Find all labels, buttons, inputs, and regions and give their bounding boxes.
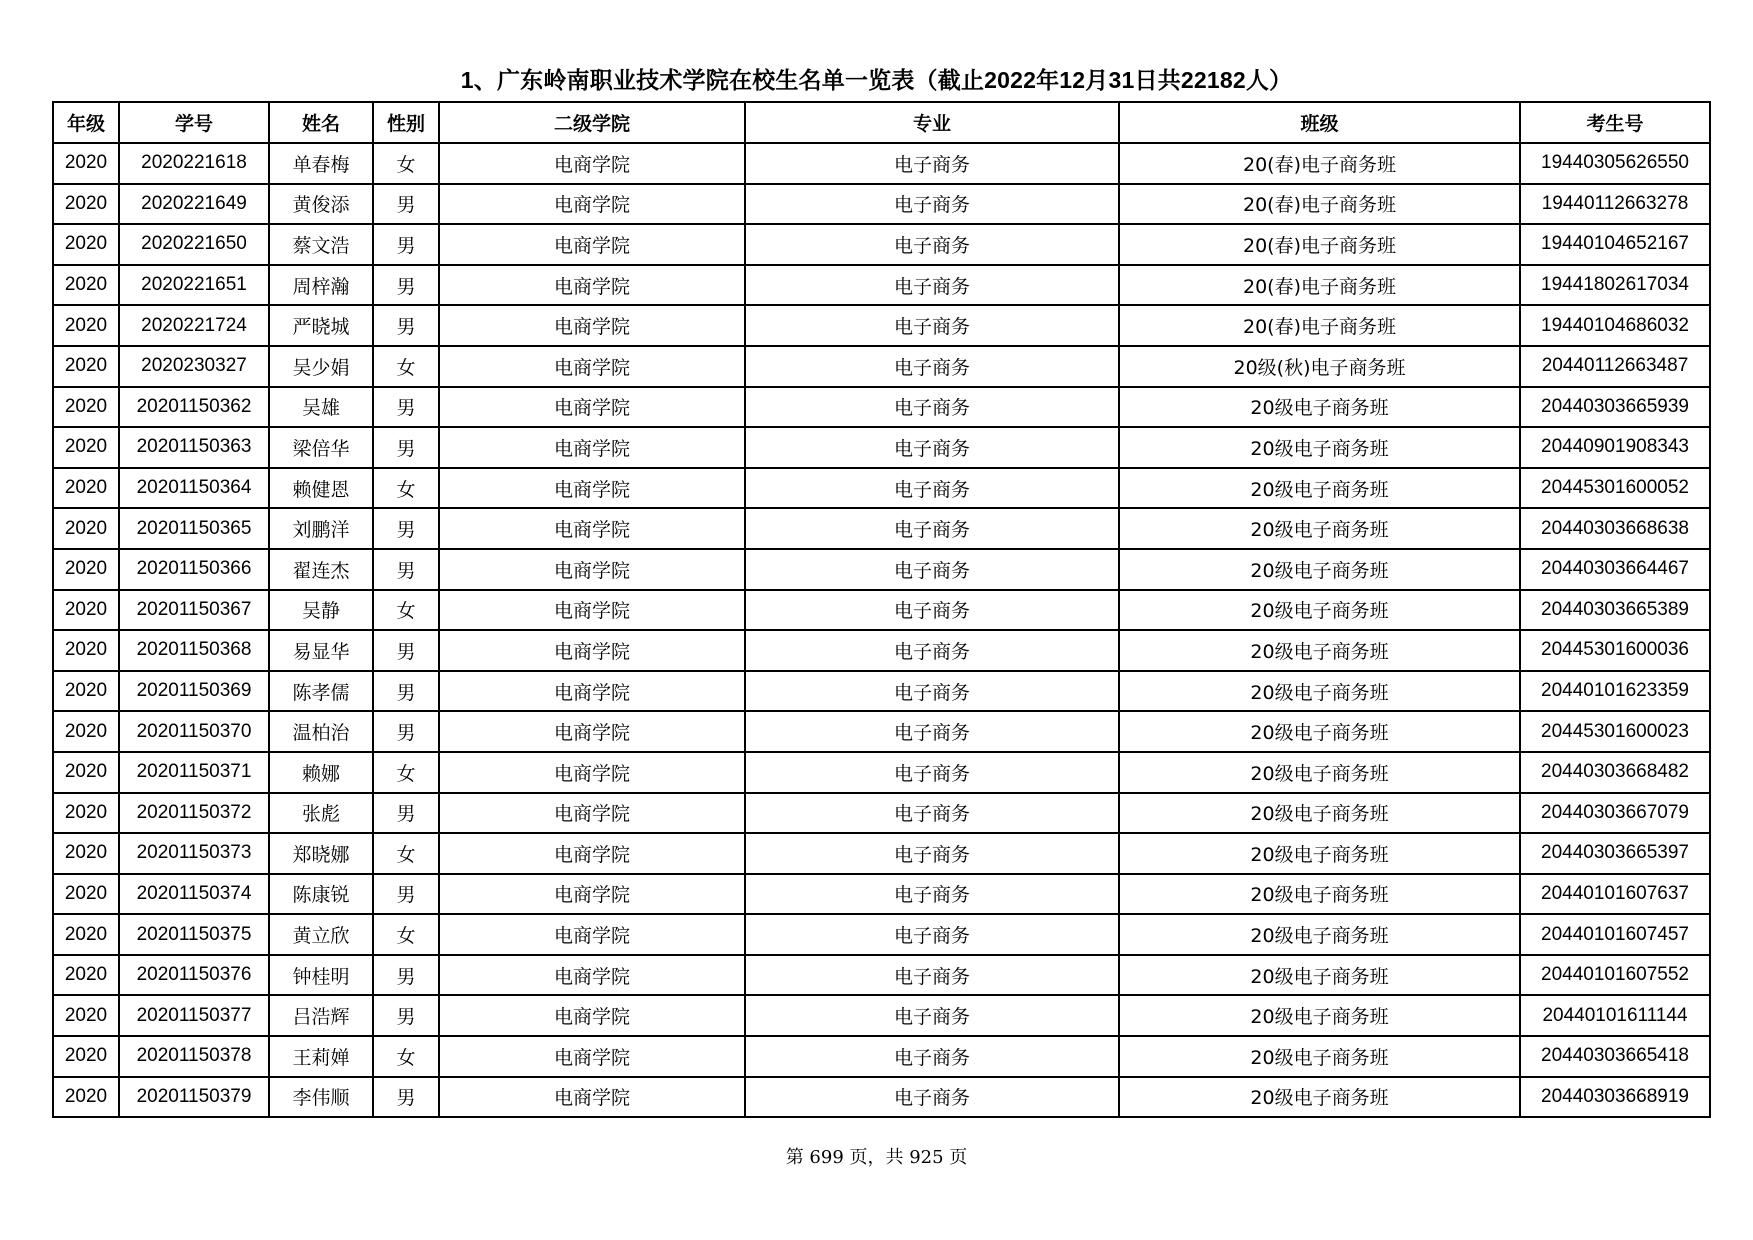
table-row [53,427,1710,468]
cell-major: 电子商务 [745,427,1119,468]
cell-major: 电子商务 [745,630,1119,671]
cell-class: 20级电子商务班 [1119,955,1520,996]
cell-exam-number: 19440112663278 [1520,184,1710,225]
table-row [53,671,1710,712]
cell-college: 电商学院 [439,346,745,387]
cell-name: 李伟顺 [269,1077,373,1118]
cell-major: 电子商务 [745,995,1119,1036]
cell-exam-number: 20440303665418 [1520,1036,1710,1077]
cell-gender: 女 [373,346,439,387]
cell-student-id: 20201150370 [119,711,269,752]
header-college: 二级学院 [439,102,745,143]
table-header-row [53,102,1710,143]
cell-grade: 2020 [53,508,119,549]
table-row [53,711,1710,752]
cell-grade: 2020 [53,224,119,265]
table-row [53,1036,1710,1077]
cell-exam-number: 20445301600036 [1520,630,1710,671]
cell-gender: 男 [373,874,439,915]
cell-student-id: 20201150366 [119,549,269,590]
cell-college: 电商学院 [439,427,745,468]
cell-name: 黄立欣 [269,914,373,955]
table-row [53,995,1710,1036]
cell-class: 20级电子商务班 [1119,549,1520,590]
cell-student-id: 20201150369 [119,671,269,712]
cell-gender: 男 [373,793,439,834]
cell-class: 20级电子商务班 [1119,630,1520,671]
cell-major: 电子商务 [745,305,1119,346]
table-row [53,590,1710,631]
cell-name: 易显华 [269,630,373,671]
cell-exam-number: 20440901908343 [1520,427,1710,468]
cell-college: 电商学院 [439,387,745,428]
cell-major: 电子商务 [745,468,1119,509]
cell-college: 电商学院 [439,711,745,752]
cell-college: 电商学院 [439,630,745,671]
cell-grade: 2020 [53,955,119,996]
cell-major: 电子商务 [745,265,1119,306]
cell-major: 电子商务 [745,874,1119,915]
cell-college: 电商学院 [439,833,745,874]
page-footer: 第 699 页，共 925 页 [785,1147,968,1168]
cell-student-id: 2020221651 [119,265,269,306]
cell-exam-number: 20440112663487 [1520,346,1710,387]
cell-exam-number: 20440101623359 [1520,671,1710,712]
cell-gender: 男 [373,711,439,752]
cell-grade: 2020 [53,995,119,1036]
cell-college: 电商学院 [439,265,745,306]
cell-student-id: 2020221724 [119,305,269,346]
cell-grade: 2020 [53,468,119,509]
cell-student-id: 20201150362 [119,387,269,428]
cell-college: 电商学院 [439,955,745,996]
cell-class: 20级电子商务班 [1119,752,1520,793]
header-exam-number: 考生号 [1520,102,1710,143]
cell-exam-number: 20440303664467 [1520,549,1710,590]
cell-name: 蔡文浩 [269,224,373,265]
cell-gender: 男 [373,1077,439,1118]
cell-college: 电商学院 [439,752,745,793]
cell-grade: 2020 [53,914,119,955]
cell-grade: 2020 [53,793,119,834]
table-row [53,265,1710,306]
cell-grade: 2020 [53,711,119,752]
cell-major: 电子商务 [745,387,1119,428]
cell-grade: 2020 [53,143,119,184]
table-row [53,468,1710,509]
table-row [53,833,1710,874]
cell-gender: 男 [373,995,439,1036]
cell-exam-number: 20440303667079 [1520,793,1710,834]
cell-exam-number: 19440305626550 [1520,143,1710,184]
table-row [53,752,1710,793]
cell-grade: 2020 [53,833,119,874]
cell-student-id: 20201150374 [119,874,269,915]
cell-exam-number: 20440101607552 [1520,955,1710,996]
cell-exam-number: 19441802617034 [1520,265,1710,306]
cell-grade: 2020 [53,630,119,671]
cell-major: 电子商务 [745,590,1119,631]
cell-exam-number: 20440101611144 [1520,995,1710,1036]
cell-college: 电商学院 [439,590,745,631]
cell-name: 郑晓娜 [269,833,373,874]
cell-grade: 2020 [53,387,119,428]
cell-grade: 2020 [53,184,119,225]
cell-grade: 2020 [53,305,119,346]
cell-name: 吴少娟 [269,346,373,387]
cell-student-id: 20201150377 [119,995,269,1036]
cell-name: 严晓城 [269,305,373,346]
cell-grade: 2020 [53,265,119,306]
cell-exam-number: 20440303668919 [1520,1077,1710,1118]
cell-gender: 女 [373,914,439,955]
table-row [53,630,1710,671]
cell-gender: 男 [373,265,439,306]
cell-class: 20(春)电子商务班 [1119,143,1520,184]
cell-name: 吕浩辉 [269,995,373,1036]
cell-college: 电商学院 [439,184,745,225]
cell-college: 电商学院 [439,549,745,590]
cell-major: 电子商务 [745,711,1119,752]
cell-name: 黄俊添 [269,184,373,225]
cell-class: 20级电子商务班 [1119,1077,1520,1118]
cell-gender: 女 [373,833,439,874]
table-row [53,184,1710,225]
cell-grade: 2020 [53,1036,119,1077]
cell-college: 电商学院 [439,995,745,1036]
cell-exam-number: 20440303665389 [1520,590,1710,631]
table-row [53,224,1710,265]
cell-exam-number: 20445301600023 [1520,711,1710,752]
cell-gender: 男 [373,427,439,468]
cell-exam-number: 20445301600052 [1520,468,1710,509]
header-class: 班级 [1119,102,1520,143]
cell-grade: 2020 [53,1077,119,1118]
table-row [53,914,1710,955]
header-student-id: 学号 [119,102,269,143]
cell-gender: 男 [373,387,439,428]
cell-name: 单春梅 [269,143,373,184]
cell-exam-number: 20440101607637 [1520,874,1710,915]
table-row [53,955,1710,996]
cell-class: 20(春)电子商务班 [1119,184,1520,225]
cell-student-id: 20201150364 [119,468,269,509]
cell-student-id: 20201150373 [119,833,269,874]
table-row [53,549,1710,590]
cell-major: 电子商务 [745,1036,1119,1077]
header-major: 专业 [745,102,1119,143]
cell-class: 20级电子商务班 [1119,874,1520,915]
cell-grade: 2020 [53,874,119,915]
cell-class: 20级电子商务班 [1119,833,1520,874]
cell-class: 20(春)电子商务班 [1119,265,1520,306]
cell-student-id: 2020230327 [119,346,269,387]
cell-major: 电子商务 [745,752,1119,793]
cell-class: 20级(秋)电子商务班 [1119,346,1520,387]
table-row [53,508,1710,549]
header-gender: 性别 [373,102,439,143]
cell-student-id: 20201150378 [119,1036,269,1077]
cell-student-id: 20201150375 [119,914,269,955]
cell-name: 陈康锐 [269,874,373,915]
cell-gender: 男 [373,305,439,346]
cell-class: 20级电子商务班 [1119,995,1520,1036]
cell-gender: 女 [373,590,439,631]
cell-class: 20级电子商务班 [1119,793,1520,834]
table-row [53,1077,1710,1118]
cell-gender: 女 [373,468,439,509]
cell-class: 20级电子商务班 [1119,914,1520,955]
cell-grade: 2020 [53,549,119,590]
table-row [53,305,1710,346]
cell-name: 周梓瀚 [269,265,373,306]
cell-name: 赖娜 [269,752,373,793]
cell-college: 电商学院 [439,224,745,265]
cell-gender: 男 [373,549,439,590]
cell-gender: 男 [373,184,439,225]
cell-student-id: 20201150363 [119,427,269,468]
cell-grade: 2020 [53,346,119,387]
cell-exam-number: 20440303668482 [1520,752,1710,793]
cell-name: 刘鹏洋 [269,508,373,549]
cell-major: 电子商务 [745,671,1119,712]
cell-gender: 男 [373,630,439,671]
cell-name: 王莉婵 [269,1036,373,1077]
cell-gender: 男 [373,508,439,549]
cell-exam-number: 20440303668638 [1520,508,1710,549]
cell-class: 20级电子商务班 [1119,387,1520,428]
cell-class: 20级电子商务班 [1119,711,1520,752]
cell-grade: 2020 [53,427,119,468]
cell-college: 电商学院 [439,793,745,834]
cell-grade: 2020 [53,752,119,793]
cell-gender: 男 [373,671,439,712]
cell-major: 电子商务 [745,143,1119,184]
cell-name: 梁倍华 [269,427,373,468]
cell-college: 电商学院 [439,874,745,915]
table-row [53,346,1710,387]
student-roster-table [52,101,1711,1118]
table-row [53,143,1710,184]
cell-exam-number: 20440303665939 [1520,387,1710,428]
cell-major: 电子商务 [745,833,1119,874]
table-row [53,793,1710,834]
cell-class: 20(春)电子商务班 [1119,305,1520,346]
cell-student-id: 2020221618 [119,143,269,184]
cell-name: 吴雄 [269,387,373,428]
header-grade: 年级 [53,102,119,143]
cell-gender: 女 [373,1036,439,1077]
cell-student-id: 20201150372 [119,793,269,834]
cell-major: 电子商务 [745,549,1119,590]
cell-class: 20(春)电子商务班 [1119,224,1520,265]
cell-college: 电商学院 [439,914,745,955]
cell-name: 陈孝儒 [269,671,373,712]
cell-college: 电商学院 [439,143,745,184]
cell-exam-number: 19440104652167 [1520,224,1710,265]
table-body [53,143,1710,1117]
cell-college: 电商学院 [439,305,745,346]
cell-student-id: 20201150367 [119,590,269,631]
cell-class: 20级电子商务班 [1119,1036,1520,1077]
cell-exam-number: 20440101607457 [1520,914,1710,955]
header-name: 姓名 [269,102,373,143]
cell-class: 20级电子商务班 [1119,468,1520,509]
cell-major: 电子商务 [745,224,1119,265]
cell-exam-number: 20440303665397 [1520,833,1710,874]
cell-grade: 2020 [53,671,119,712]
cell-major: 电子商务 [745,508,1119,549]
cell-name: 温柏治 [269,711,373,752]
table-row [53,874,1710,915]
cell-exam-number: 19440104686032 [1520,305,1710,346]
cell-major: 电子商务 [745,1077,1119,1118]
cell-major: 电子商务 [745,955,1119,996]
cell-gender: 男 [373,224,439,265]
cell-name: 钟桂明 [269,955,373,996]
cell-major: 电子商务 [745,346,1119,387]
cell-name: 张彪 [269,793,373,834]
cell-student-id: 2020221650 [119,224,269,265]
cell-student-id: 2020221649 [119,184,269,225]
cell-student-id: 20201150368 [119,630,269,671]
cell-college: 电商学院 [439,1077,745,1118]
cell-class: 20级电子商务班 [1119,427,1520,468]
cell-gender: 女 [373,752,439,793]
cell-class: 20级电子商务班 [1119,671,1520,712]
cell-major: 电子商务 [745,914,1119,955]
cell-name: 翟连杰 [269,549,373,590]
document-title: 1、广东岭南职业技术学院在校生名单一览表（截止2022年12月31日共22182人） [460,67,1293,93]
cell-college: 电商学院 [439,508,745,549]
cell-college: 电商学院 [439,1036,745,1077]
cell-class: 20级电子商务班 [1119,590,1520,631]
cell-name: 吴静 [269,590,373,631]
cell-student-id: 20201150365 [119,508,269,549]
cell-college: 电商学院 [439,468,745,509]
cell-major: 电子商务 [745,184,1119,225]
cell-gender: 女 [373,143,439,184]
cell-major: 电子商务 [745,793,1119,834]
cell-student-id: 20201150371 [119,752,269,793]
cell-name: 赖健恩 [269,468,373,509]
cell-gender: 男 [373,955,439,996]
table-row [53,387,1710,428]
cell-student-id: 20201150379 [119,1077,269,1118]
cell-student-id: 20201150376 [119,955,269,996]
cell-grade: 2020 [53,590,119,631]
cell-class: 20级电子商务班 [1119,508,1520,549]
cell-college: 电商学院 [439,671,745,712]
